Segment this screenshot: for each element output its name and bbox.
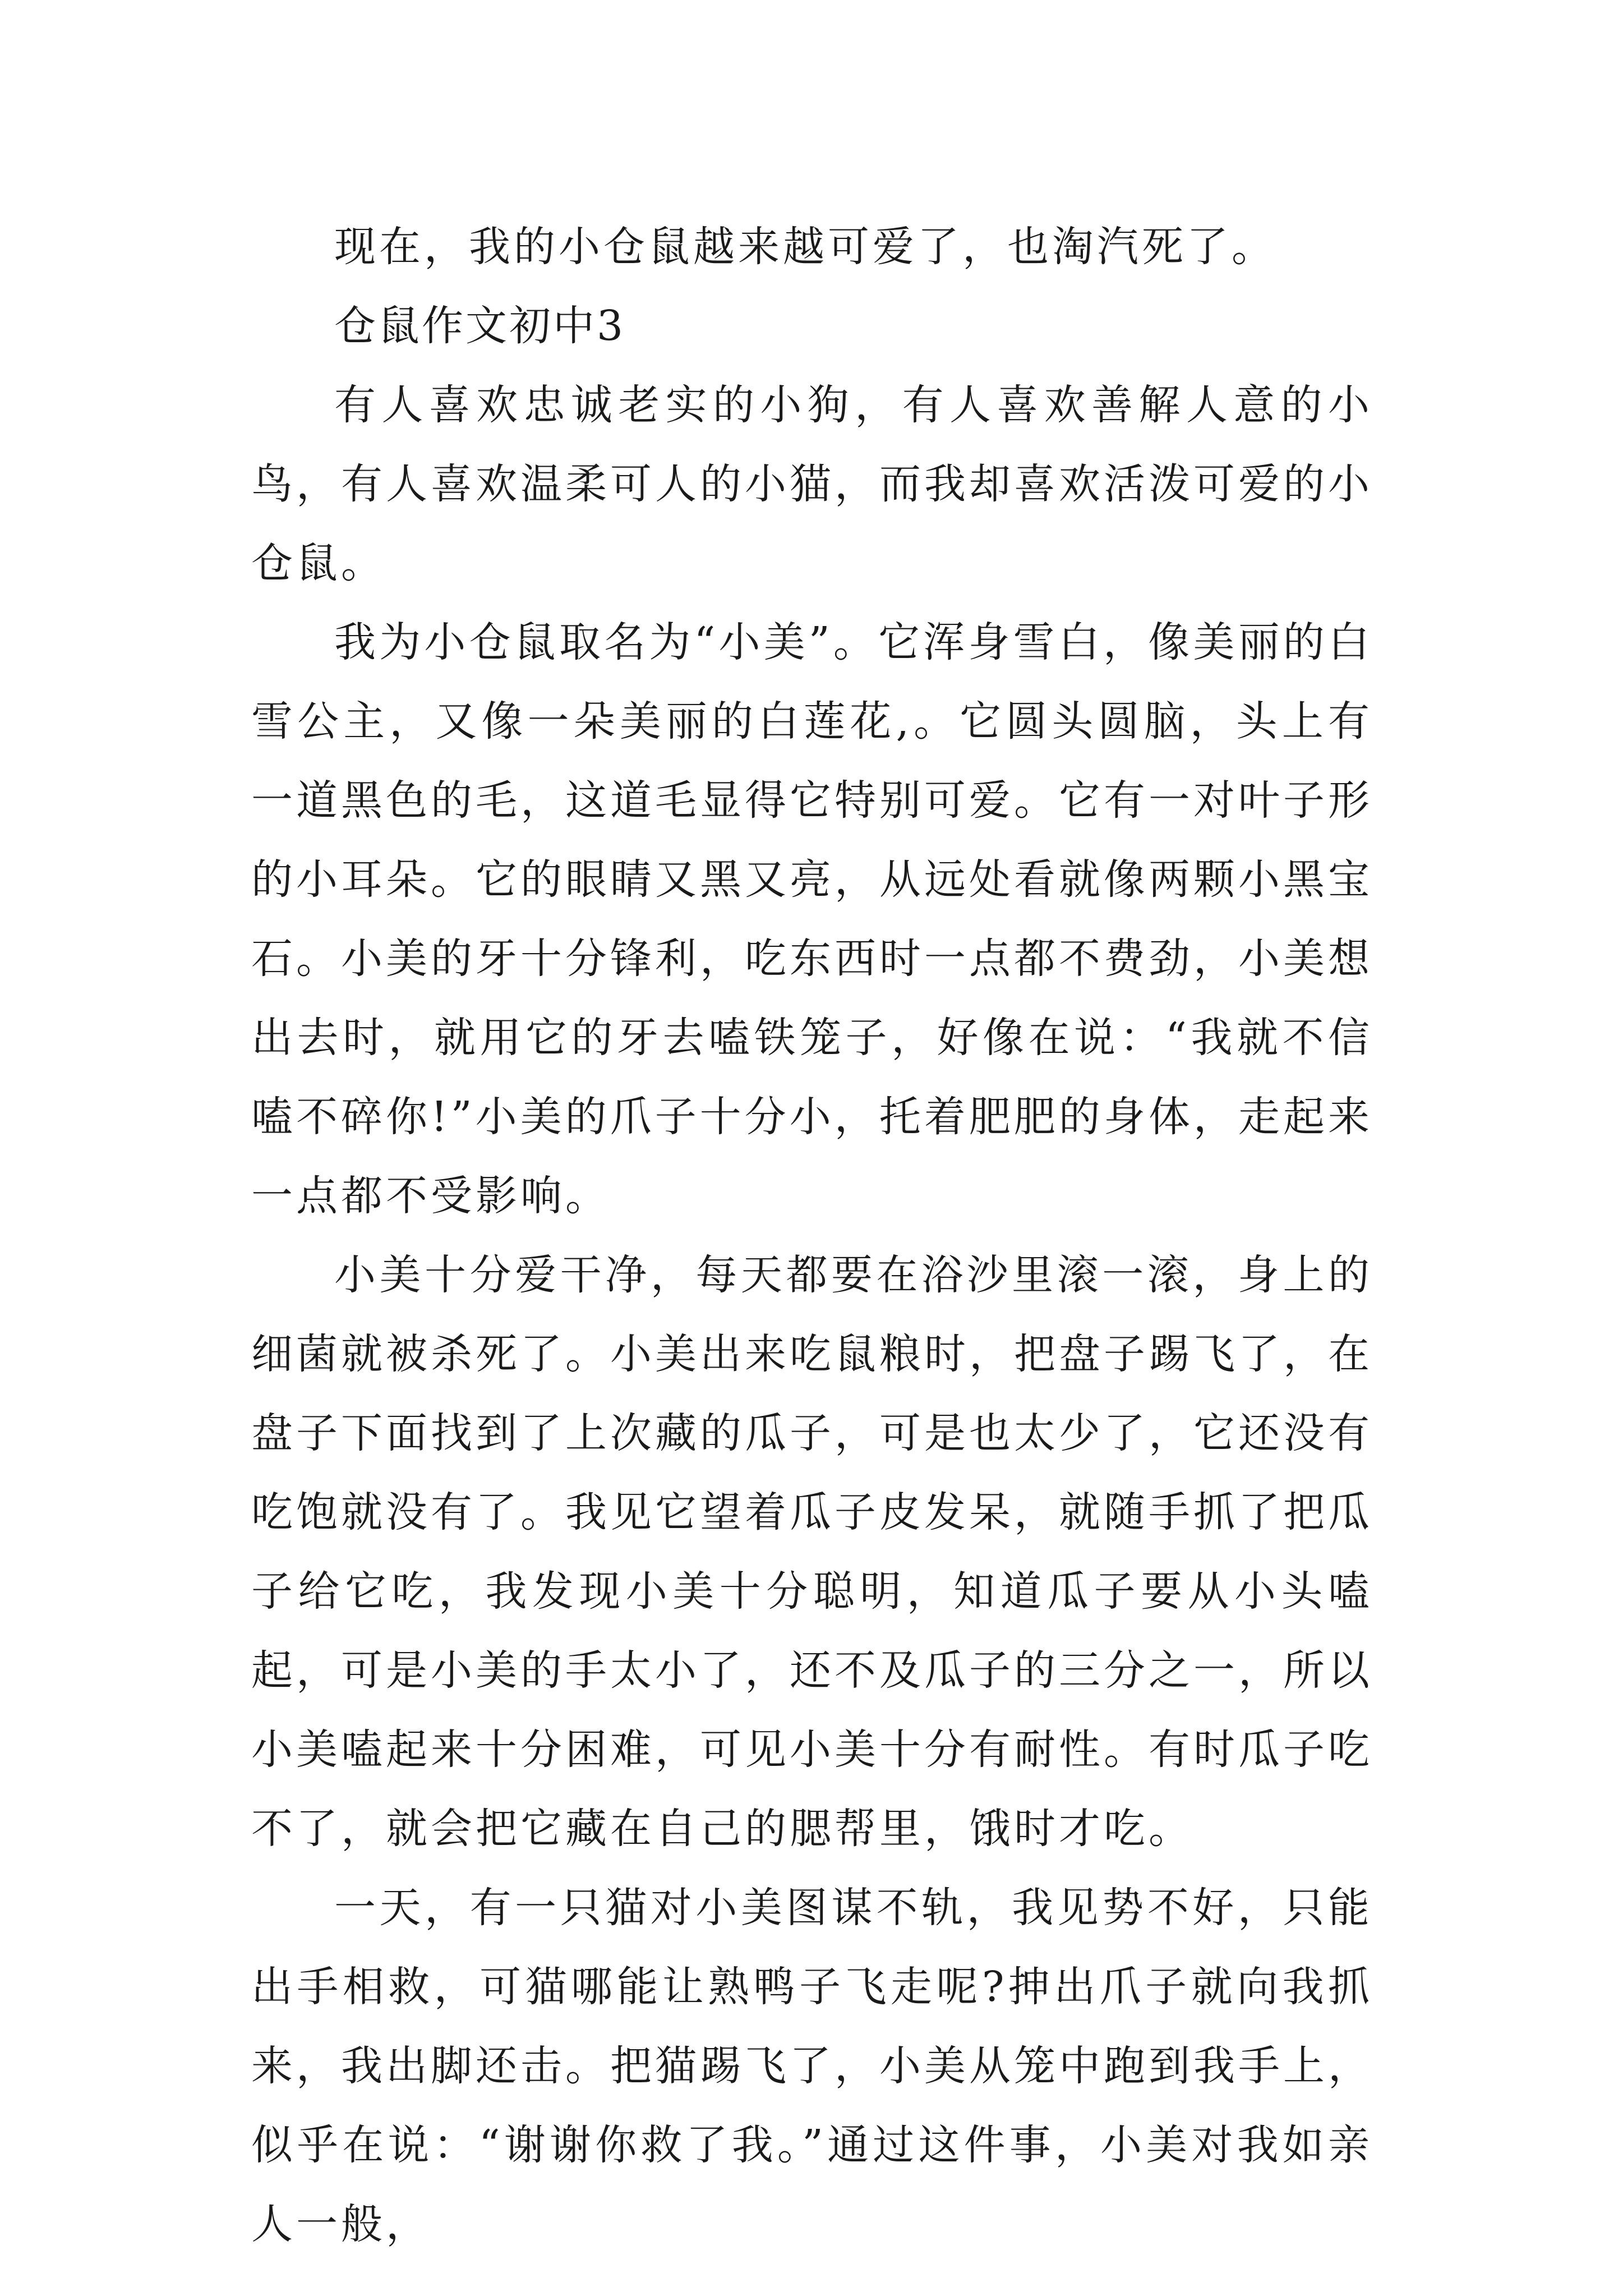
essay-body xyxy=(251,208,1373,2264)
paragraph-1: 有人喜欢忠诚老实的小狗，有人喜欢善解人意的小鸟，有人喜欢温柔可人的小猫，而我却喜欢活泼可爱的小仓鼠。 xyxy=(251,381,1373,587)
paragraph-2: 我为小仓鼠取名为“小美”。它浑身雪白，像美丽的白雪公主，又像一朵美丽的白莲花,。它圆头圆脑，头上有一道黑色的毛，这道毛显得它特别可爱。它有一对叶子形的小耳朵。它的眼睛又黑又亮，从远处看就像两颗小黑宝石。小美的牙十分锋利，吃东西时一点都不费劲，小美想出去时，就用它的牙去嗑铁笼子，好像在说：“我就不信嗑不碎你!”小美的爪子十分小，托着肥肥的身体，走起来一点都不受影响。 xyxy=(251,618,1373,1220)
paragraph-intro: 现在，我的小仓鼠越来越可爱了，也淘汽死了。 xyxy=(334,223,1276,271)
essay-title: 仓鼠作文初中3 xyxy=(334,302,626,350)
paragraph-3: 小美十分爱干净，每天都要在浴沙里滚一滚，身上的细菌就被杀死了。小美出来吃鼠粮时，把盘子踢飞了，在盘子下面找到了上次藏的瓜子，可是也太少了，它还没有吃饱就没有了。我见它望着瓜子皮发呆，就随手抓了把瓜子给它吃，我发现小美十分聪明，知道瓜子要从小头嗑起，可是小美的手太小了，还不及瓜子的三分之一，所以小美嗑起来十分困难，可见小美十分有耐性。有时瓜子吃不了，就会把它藏在自己的腮帮里，饿时才吃。 xyxy=(251,1251,1373,1853)
paragraph-4: 一天，有一只猫对小美图谋不轨，我见势不好，只能出手相救，可猫哪能让熟鸭子飞走呢?抻出爪子就向我抓来，我出脚还击。把猫踢飞了，小美从笼中跑到我手上，似乎在说：“谢谢你救了我。”通过这件事，小美对我如亲人一般， xyxy=(251,1884,1373,2248)
